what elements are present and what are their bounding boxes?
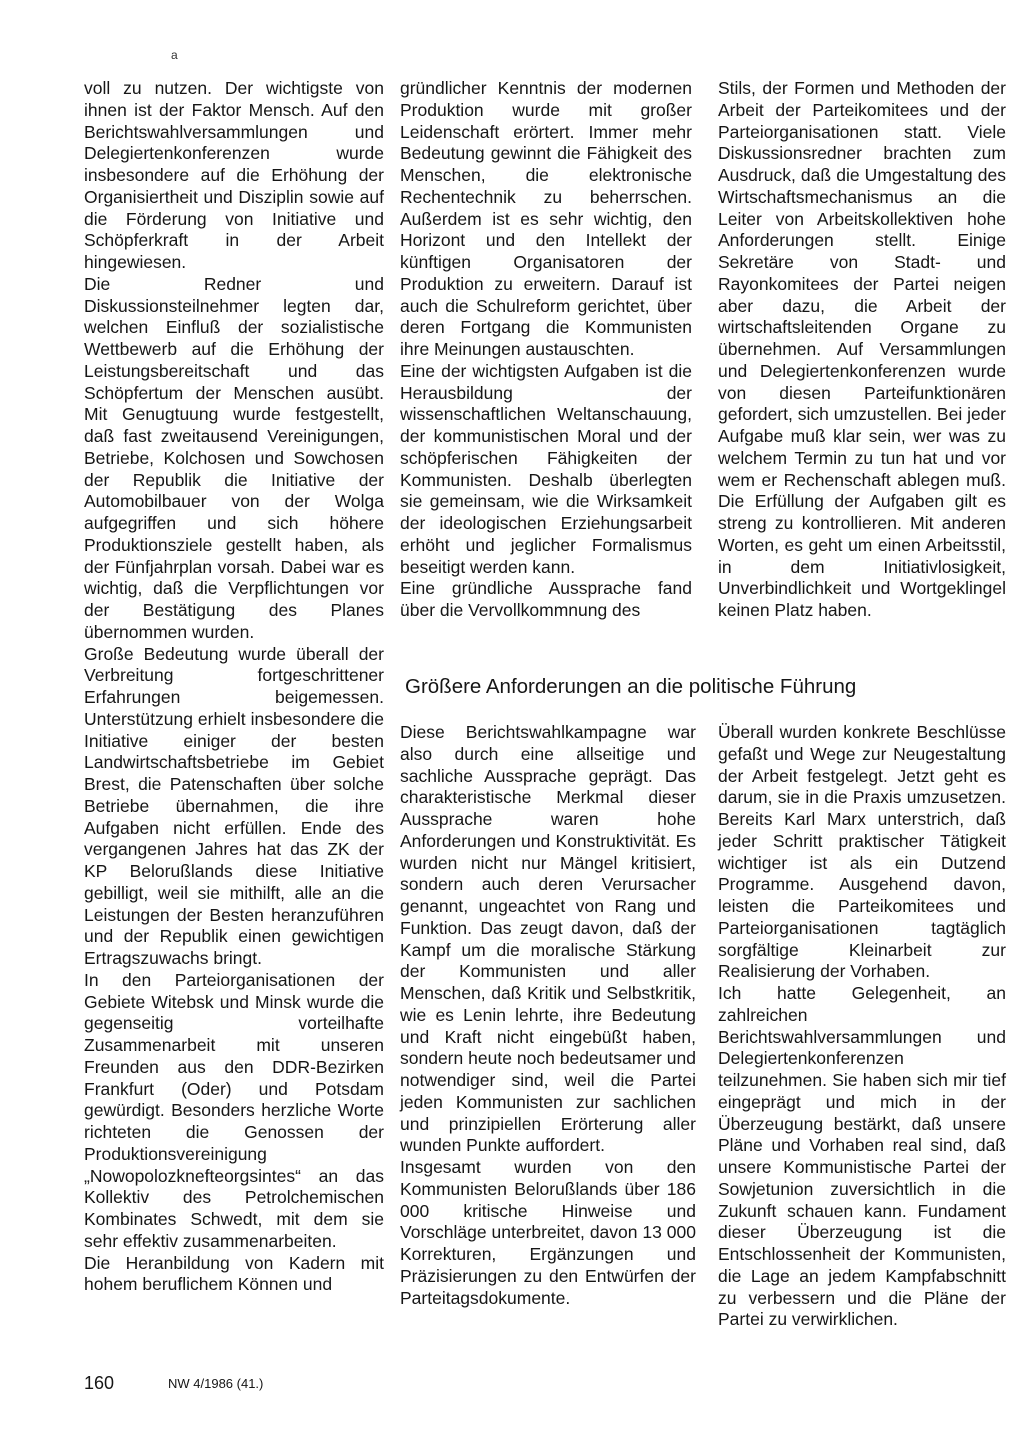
column-5 <box>718 722 1006 1331</box>
paragraph: Überall wurden konkrete Beschlüsse gefaßt und Wege zur Neugestaltung der Arbeit festgelegt. Jetzt geht es darum, sie in die Praxis umzusetzen. Bereits Karl Marx unterstrich, daß jeder Schritt praktischer Tätigkeit wichtiger ist als ein Dutzend Programme. Ausgehend davon, leisten die Parteikomitees und Parteiorganisationen tagtäglich sorgfältige Kleinarbeit zur Realisierung der Vorhaben. <box>718 722 1006 982</box>
paragraph: In den Parteiorganisationen der Gebiete Witebsk und Minsk wurde die gegenseitig vorteilhafte Zusammenarbeit mit unseren Freunden aus den DDR-Bezirken Frankfurt (Oder) und Potsdam gewürdigt. Besonders herzliche Worte richteten die Genossen der Produktionsvereinigung „Nowopolozknefteorgsintes“ an das Kollektiv des Petrolchemischen Kombinates Schwedt, mit dem sie sehr effektiv zusammenarbeiten. <box>84 969 384 1251</box>
paragraph: Stils, der Formen und Methoden der Arbeit der Parteikomitees und der Parteiorganisationen statt. Viele Diskussionsredner brachten zum Ausdruck, daß die Umgestaltung des Wirtschaftsmechanismus an die Leiter von Arbeitskollektiven hohe Anforderungen stellt. Einige Sekretäre von Stadt- und Rayonkomitees der Partei neigen aber dazu, die Arbeit der wirtschaftsleitenden Organe zu übernehmen. Auf Versammlungen und Delegiertenkonferenzen wurde von diesen Parteifunktionären gefordert, sich umzustellen. Bei jeder Aufgabe muß klar sein, wer was zu welchem Termin zu tun hat und vor wem er Rechenschaft ablegen muß. Die Erfüllung der Aufgaben gilt es streng zu kontrollieren. Mit anderen Worten, es geht um einen Arbeitsstil, in dem Initiativlosigkeit, Unverbindlichkeit und Wortgeklingel keinen Platz haben. <box>718 78 1006 620</box>
paragraph: Eine gründliche Aussprache fand über die Vervollkommnung des <box>400 578 692 620</box>
issue-reference: NW 4/1986 (41.) <box>168 1376 264 1391</box>
page-number: 160 <box>84 1373 115 1393</box>
column-4 <box>400 722 696 1309</box>
column-3 <box>718 78 1006 622</box>
paragraph: Diese Berichtswahlkampagne war also durch eine allseitige und sachliche Aussprache geprägt. Das charakteristische Merkmal dieser Aussprache waren hohe Anforderungen und Konstruktivität. Es wurden nicht nur Mängel kritisiert, sondern auch deren Verursacher genannt, ungeachtet von Rang und Funktion. Das zeugt davon, daß der Kampf um die moralische Stärkung der Kommunisten und aller Menschen, daß Kritik und Selbstkritik, wie es Lenin lehrte, ihre Bedeutung und Kraft nicht eingebüßt haben, sondern heute noch bedeutsamer und notwendiger sind, weil die Partei jeden Kommunisten zur sachlichen und prinzipiellen Erörterung aller wunden Punkte auffordert. <box>400 722 696 1156</box>
paragraph: Die Redner und Diskussionsteilnehmer legten dar, welchen Einfluß der sozialistische Wettbewerb auf die Erhöhung der Leistungsbereitschaft und das Schöpfertum der Menschen ausübt. Mit Genugtuung wurde festgestellt, daß fast zweitausend Vereinigungen, Betriebe, Kolchosen und Sowchosen der Republik die Initiative der Automobilbauer von der Wolga aufgegriffen und sich höhere Produktionsziele gestellt haben, als der Fünfjahrplan vorsah. Dabei war es wichtig, daß die Verpflichtungen vor der Bestätigung des Planes übernommen wurden. <box>84 273 384 642</box>
paragraph: gründlicher Kenntnis der modernen Produktion wurde mit großer Leidenschaft erörtert. Immer mehr Bedeutung gewinnt die Fähigkeit des Menschen, die elektronische Rechentechnik zu beherrschen. Außerdem ist es sehr wichtig, den Horizont und den Intellekt der künftigen Organisatoren der Produktion zu erweitern. Darauf ist auch die Schulreform gerichtet, über deren Fortgang die Kommunisten ihre Meinungen austauschten. <box>400 78 692 359</box>
paragraph: Ich hatte Gelegenheit, an zahlreichen Berichtswahlversammlungen und Delegiertenkonferenzen teilzunehmen. Sie haben sich mir tief eingeprägt und mich in der Überzeugung bestärkt, daß unsere Pläne und Vorhaben real sind, daß unsere Kommunistische Partei der Sowjetunion zuversichtlich in die Zukunft schauen kann. Fundament dieser Überzeugung ist die Entschlossenheit der Kommunisten, die Lage an jedem Kampfabschnitt zu verbessern und die Pläne der Partei zu verwirklichen. <box>718 983 1006 1330</box>
column-1 <box>84 78 384 1296</box>
section-heading: Größere Anforderungen an die politische Führung <box>405 675 857 698</box>
column-2 <box>400 78 692 622</box>
paragraph: Die Heranbildung von Kadern mit hohem beruflichem Können und <box>84 1252 384 1295</box>
paragraph: voll zu nutzen. Der wichtigste von ihnen ist der Faktor Mensch. Auf den Berichtswahlversammlungen und Delegiertenkonferenzen wurde insbesondere auf die Erhöhung der Organisiertheit und Disziplin sowie auf die Förderung von Initiative und Schöpferkraft in der Arbeit hingewiesen. <box>84 78 384 272</box>
paragraph: Insgesamt wurden von den Kommunisten Belorußlands über 186 000 kritische Hinweise und Vorschläge unterbreitet, davon 13 000 Korrekturen, Ergänzungen und Präzisierungen zu den Entwürfen der Parteitagsdokumente. <box>400 1157 696 1308</box>
scan-speck: a <box>171 48 178 62</box>
paragraph: Eine der wichtigsten Aufgaben ist die Herausbildung der wissenschaftlichen Weltanschauung, der kommunistischen Moral und der schöpferischen Fähigkeiten der Kommunisten. Deshalb überlegten sie gemeinsam, wie die Wirksamkeit der ideologischen Erziehungsarbeit erhöht und jeglicher Formalismus beseitigt werden kann. <box>400 360 692 577</box>
paragraph: Große Bedeutung wurde überall der Verbreitung fortgeschrittener Erfahrungen beigemessen. Unterstützung erhielt insbesondere die Initiative einiger der besten Landwirtschaftsbetriebe im Gebiet Brest, die Patenschaften über solche Betriebe übernahmen, die ihre Aufgaben nicht erfüllen. Ende des vergangenen Jahres hat das ZK der KP Belorußlands diese Initiative gebilligt, weil sie mithilft, alle an die Leistungen der Besten heranzuführen und der Republik einen gewichtigen Ertragszuwachs bringt. <box>84 643 384 968</box>
